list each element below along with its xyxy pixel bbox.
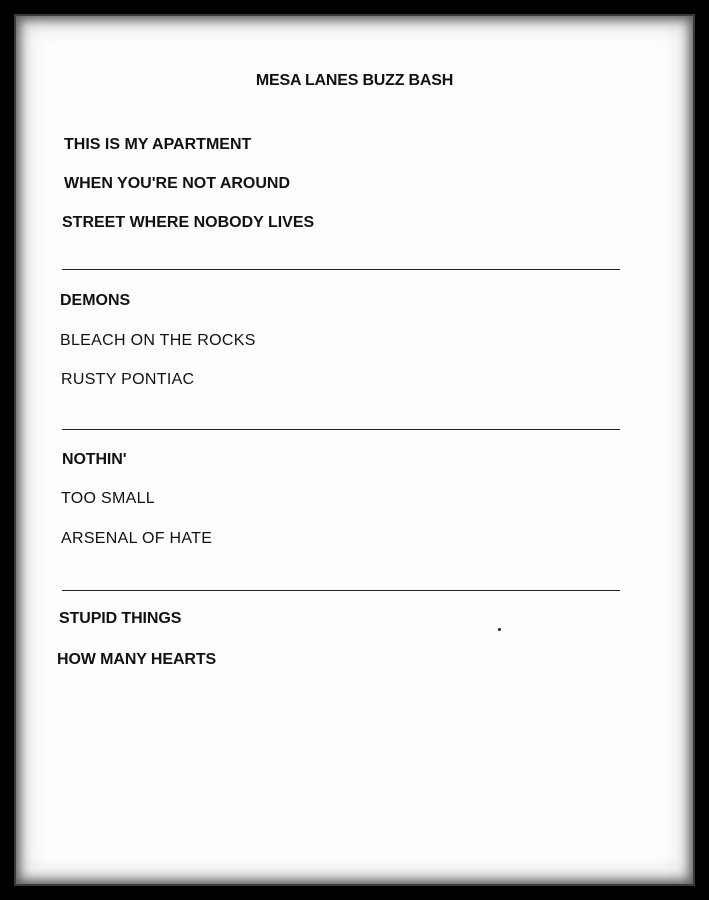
setlist-title: MESA LANES BUZZ BASH [255,72,454,89]
setlist-page [14,14,695,886]
song-item: WHEN YOU'RE NOT AROUND [64,175,291,192]
set-divider [62,590,620,591]
ink-speck [498,628,501,631]
song-item: TOO SMALL [61,490,155,507]
song-item: NOTHIN' [62,451,127,468]
song-item: BLEACH ON THE ROCKS [60,332,256,349]
song-item: STREET WHERE NOBODY LIVES [62,214,315,231]
set-divider [62,269,620,270]
song-item: HOW MANY HEARTS [57,651,217,668]
song-item: STUPID THINGS [59,610,182,627]
song-item: DEMONS [60,292,131,309]
song-item: RUSTY PONTIAC [61,371,195,388]
song-item: THIS IS MY APARTMENT [64,136,252,153]
song-item: ARSENAL OF HATE [61,530,213,547]
setlist-sheet [14,14,695,886]
set-divider [62,429,620,430]
